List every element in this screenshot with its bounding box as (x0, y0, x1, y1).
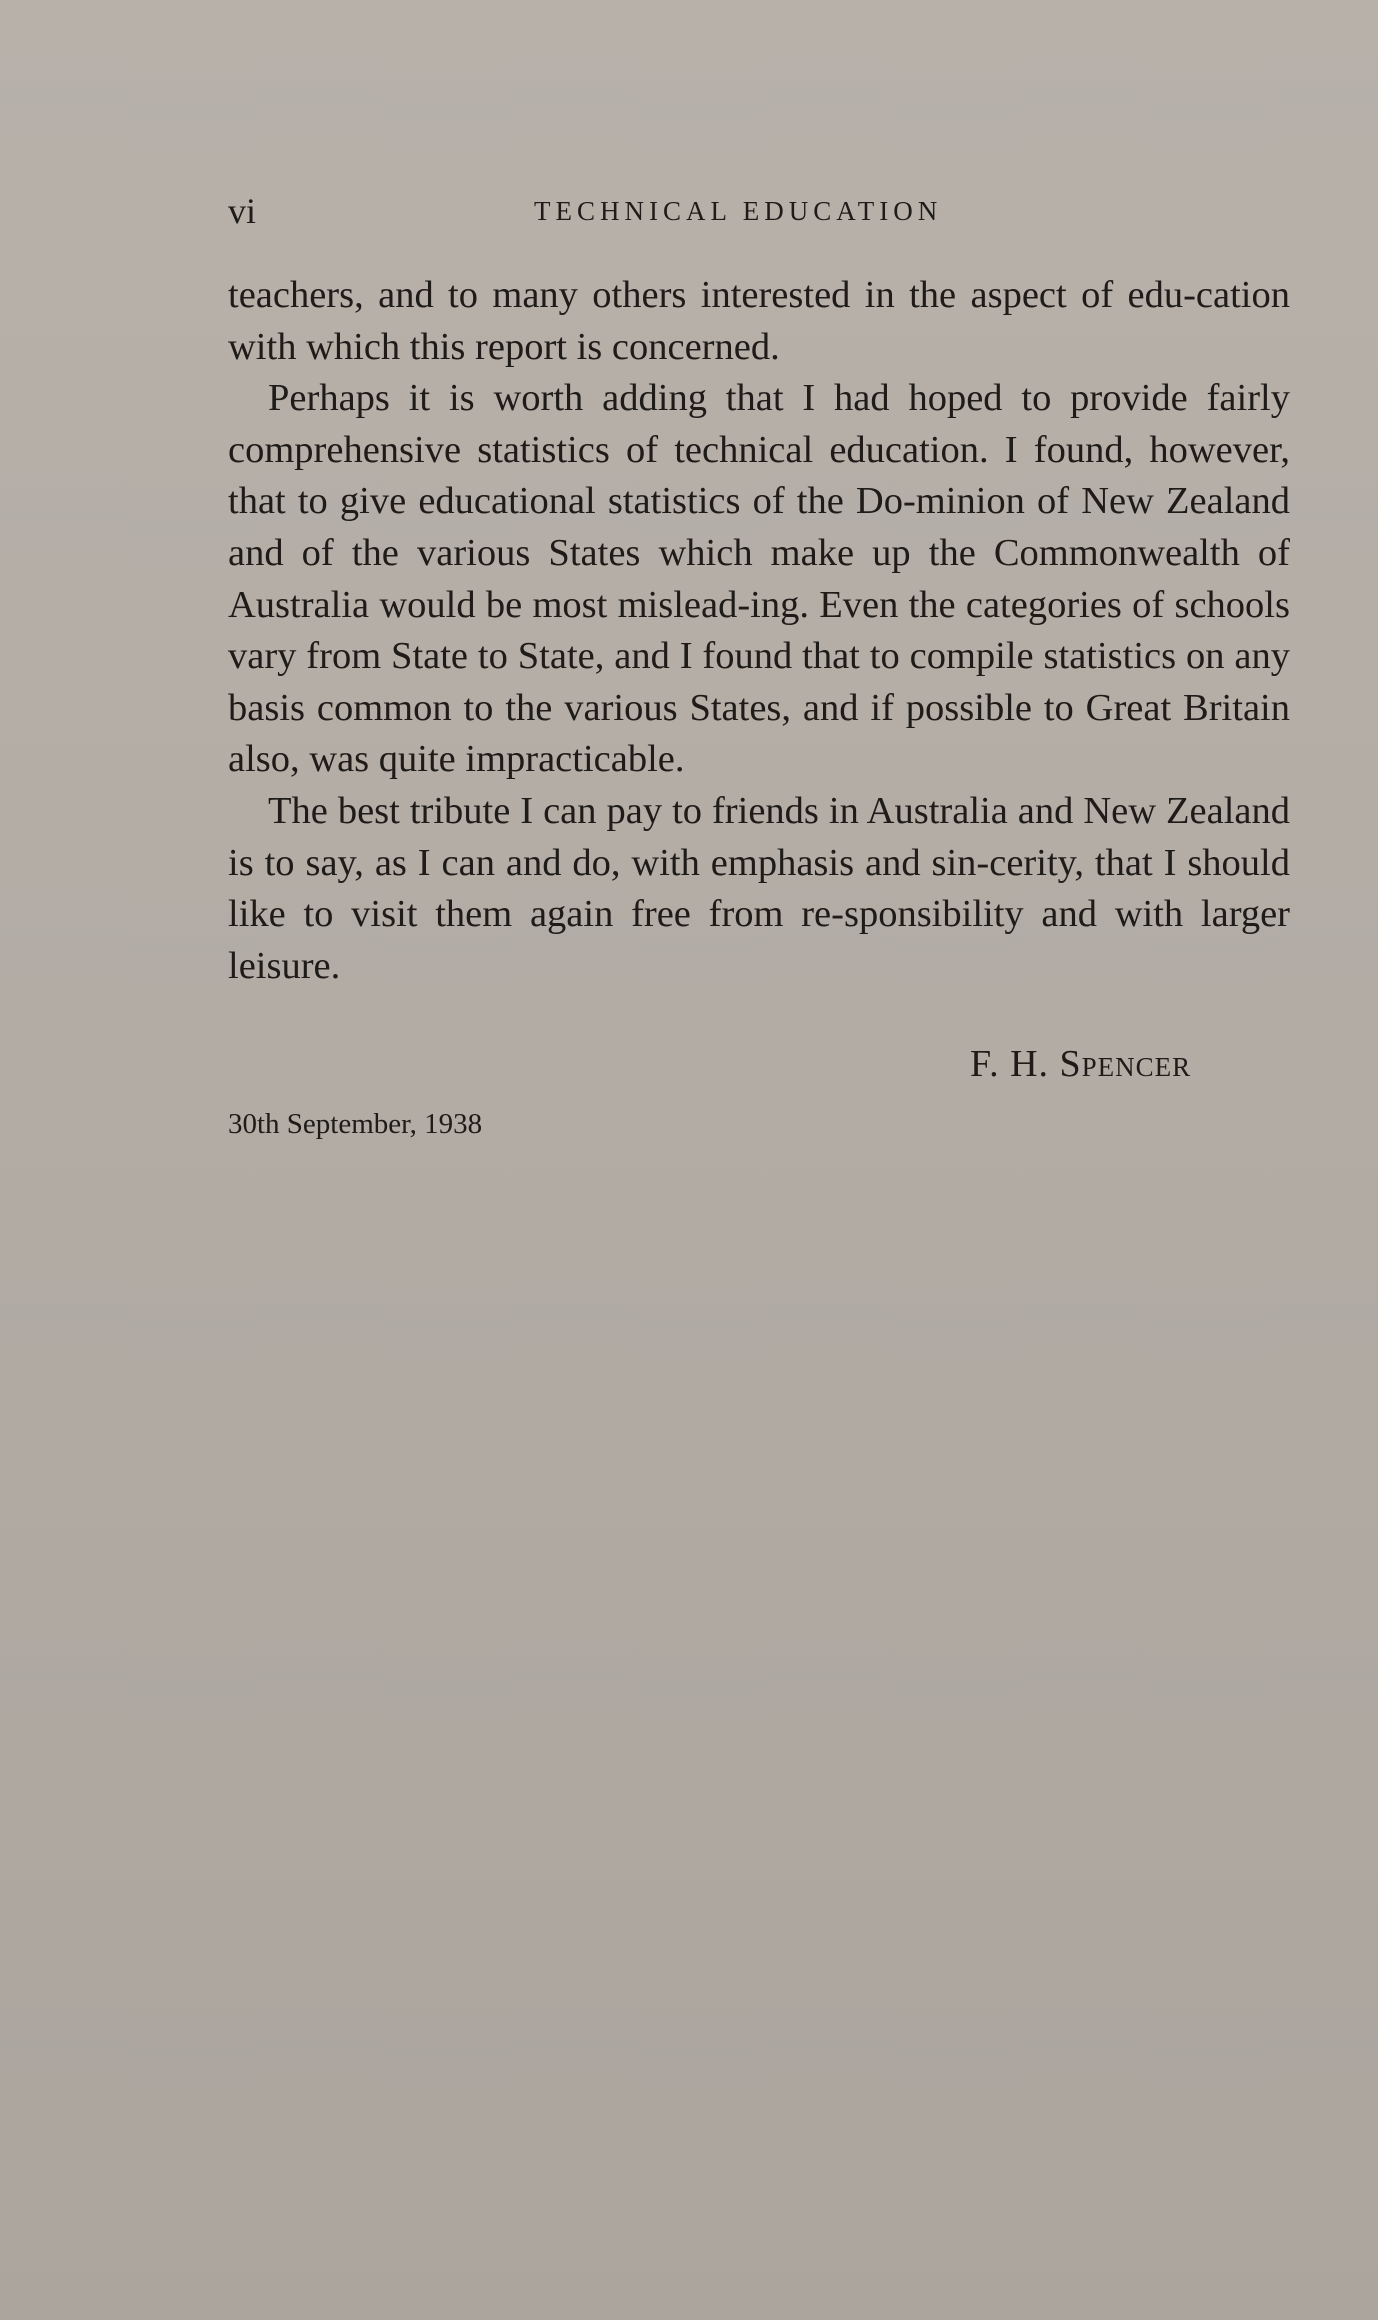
dateline: 30th September, 1938 (228, 1108, 483, 1140)
paragraph-2: Perhaps it is worth adding that I had hoped to provide fairly comprehensive statistics of technical education. I found, however, that to give educational statistics of the Do-minion of New Zealand and of the various States which make up the Commonwealth of Australia would be most mislead-ing. Even the categories of schools vary from State to State, and I found that to compile statistics on any basis common to the various States, and if possible to Great Britain also, was quite impracticable. (228, 377, 1290, 781)
paragraph-1: teachers, and to many others interested in the aspect of edu-cation with which this report is concerned. (228, 274, 1290, 368)
page-header (228, 190, 1290, 240)
running-head: TECHNICAL EDUCATION (534, 196, 943, 226)
body-text (228, 270, 1290, 992)
page-number: vi (228, 191, 257, 231)
paragraph-3: The best tribute I can pay to friends in Australia and New Zealand is to say, as I can and do, with emphasis and sin-cerity, that I should like to visit them again free from re-sponsibility and with larger leisure. (228, 789, 1290, 987)
author-signature: F. H. Spencer (970, 1043, 1192, 1085)
